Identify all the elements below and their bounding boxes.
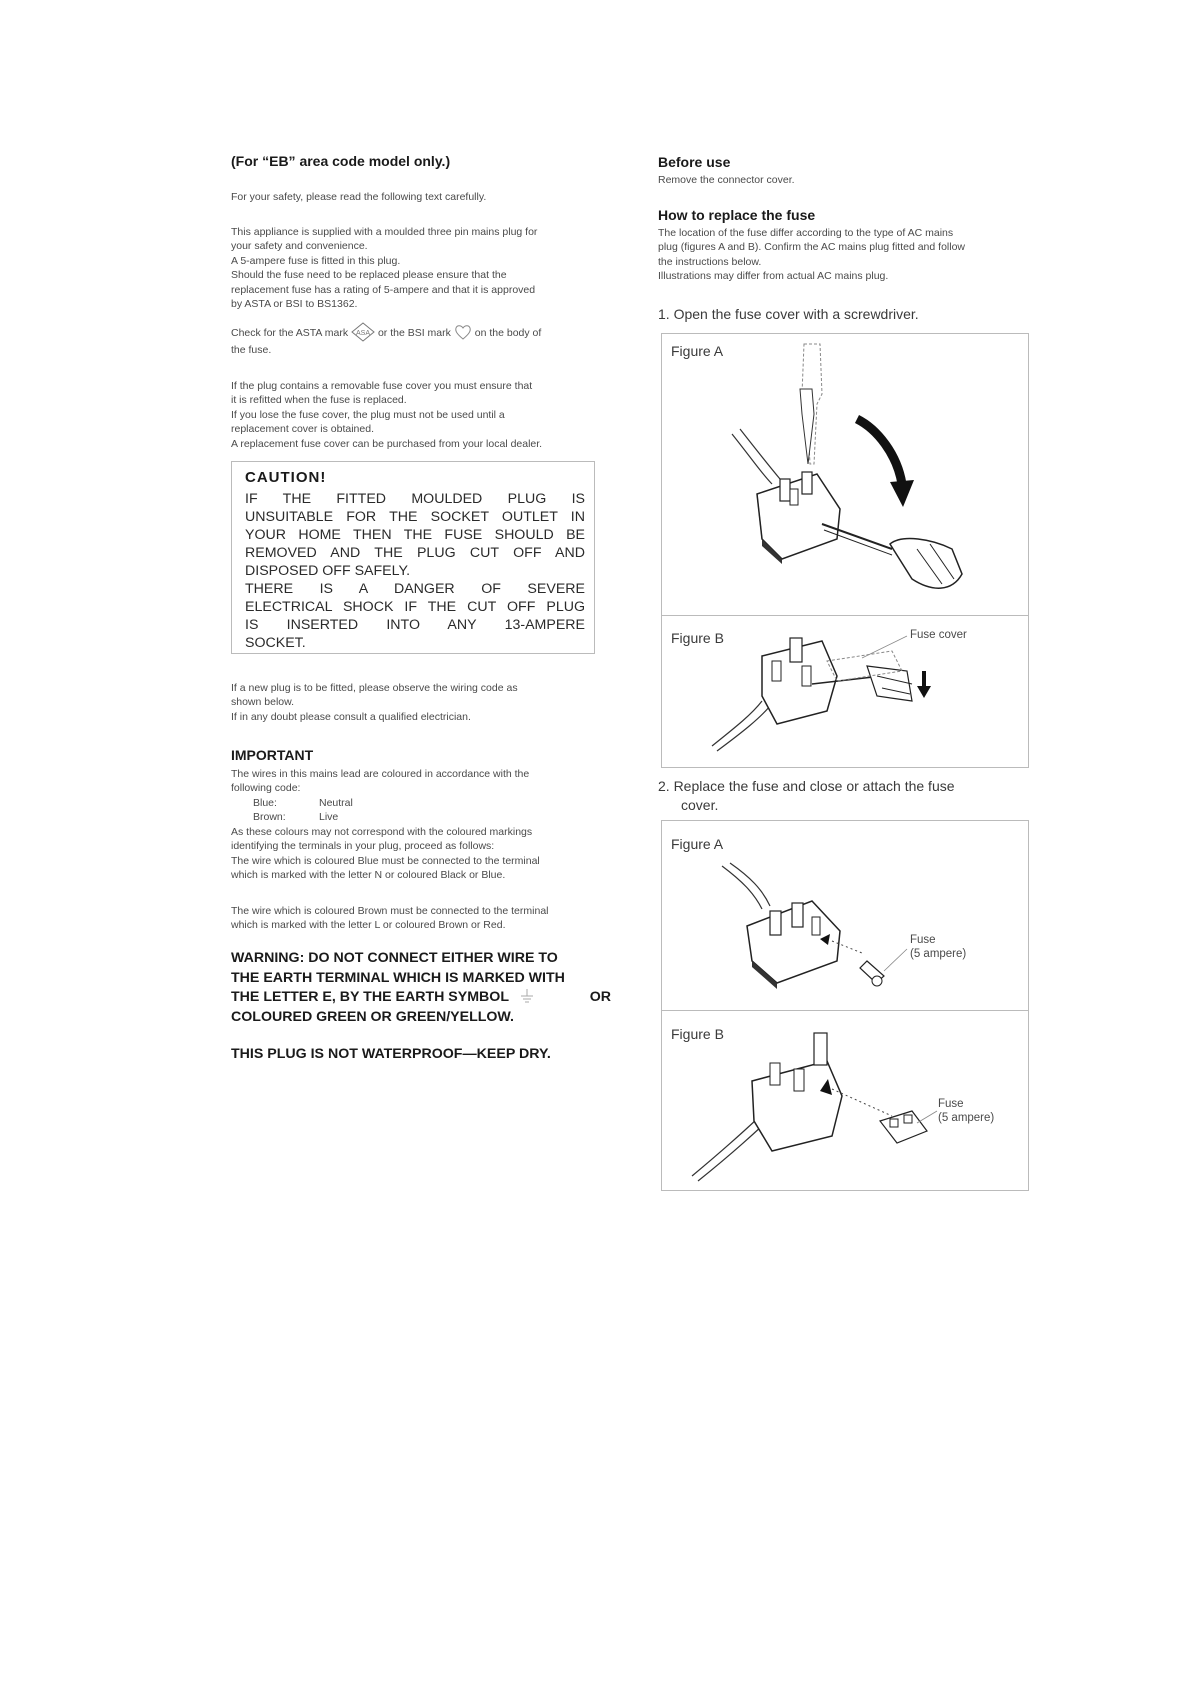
text-line: A 5-ampere fuse is fitted in this plug.: [231, 254, 401, 267]
caution-box: [231, 461, 595, 654]
caution-line: REMOVED AND THE PLUG CUT OFF AND: [245, 545, 585, 561]
check-text: or the BSI mark: [377, 327, 451, 339]
replace-fuse-paragraph: [658, 226, 1028, 284]
text-line: Illustrations may differ from actual AC mains plug.: [658, 270, 889, 283]
text-line: This appliance is supplied with a moulded three pin mains plug for: [231, 226, 538, 238]
text-line: If the plug contains a removable fuse cover you must ensure that: [231, 380, 533, 392]
step-2-line: cover.: [681, 797, 719, 813]
plug-open-screwdriver-illustration: [662, 334, 1030, 616]
wire-colour: Blue:: [253, 797, 277, 809]
text-line: The wire which is coloured Brown must be connected to the terminal: [231, 905, 549, 917]
plug-insert-fuse-illustration: [662, 821, 1030, 1011]
caution-line: THERE IS A DANGER OF SEVERE: [245, 581, 585, 597]
important-heading: IMPORTANT: [231, 747, 314, 763]
terminal-blue-paragraph: [231, 825, 607, 883]
caution-line: ELECTRICAL SHOCK IF THE CUT OFF PLUG: [245, 599, 585, 615]
text-line: replacement fuse has a rating of 5-ampere and that it is approved: [231, 283, 536, 296]
callout-line: Fuse: [910, 934, 936, 946]
text-line: The wires in this mains lead are coloured in accordance with the: [231, 768, 530, 780]
warning-line: [231, 988, 611, 1008]
figure-label: Figure A: [671, 836, 724, 852]
caution-line: UNSUITABLE FOR THE SOCKET OUTLET IN: [245, 509, 585, 525]
wire-meaning: Neutral: [319, 797, 353, 809]
waterproof-notice: THIS PLUG IS NOT WATERPROOF—KEEP DRY.: [231, 1046, 551, 1062]
fuse-cover-callout: Fuse cover: [910, 629, 967, 641]
text-line: The location of the fuse differ according to the type of AC mains: [658, 227, 954, 239]
text-line: by ASTA or BSI to BS1362.: [231, 298, 358, 311]
text-line: If in any doubt please consult a qualified electrician.: [231, 710, 471, 723]
text-line: shown below.: [231, 696, 295, 709]
text-line: following code:: [231, 782, 301, 795]
text-line: A replacement fuse cover can be purchased from your local dealer.: [231, 437, 543, 450]
figure-1b: [661, 615, 1029, 768]
callout-line: (5 ampere): [910, 948, 967, 960]
callout-line: (5 ampere): [938, 1112, 995, 1124]
wire-code-row: [231, 796, 353, 810]
warning-line: THE EARTH TERMINAL WHICH IS MARKED WITH: [231, 969, 565, 986]
wire-code-table: [231, 796, 353, 825]
earth-warning: [231, 949, 611, 1027]
text-line: If a new plug is to be fitted, please observe the wiring code as: [231, 682, 518, 694]
warning-line: WARNING: DO NOT CONNECT EITHER WIRE TO: [231, 950, 558, 966]
callout-line: Fuse: [938, 1098, 964, 1110]
text-line: As these colours may not correspond with the coloured markings: [231, 826, 533, 838]
step-2-line: 2. Replace the fuse and close or attach the fuse: [658, 778, 955, 794]
text-line: which is marked with the letter L or coloured Brown or Red.: [231, 919, 506, 932]
text-line: it is refitted when the fuse is replaced.: [231, 394, 407, 407]
safety-intro: For your safety, please read the following text carefully.: [231, 191, 487, 203]
terminal-brown-paragraph: [231, 904, 607, 933]
caution-title: CAUTION!: [245, 469, 327, 486]
svg-text:ASA: ASA: [356, 330, 371, 337]
text-line: identifying the terminals in your plug, proceed as follows:: [231, 840, 495, 853]
caution-line: SOCKET.: [245, 635, 306, 651]
figure-2b: [661, 1010, 1029, 1191]
wire-code-row: [231, 810, 353, 824]
warning-text: THE LETTER E, BY THE EARTH SYMBOL: [231, 989, 509, 1005]
fuse-cover-paragraph: [231, 379, 617, 451]
figure-1a: [661, 333, 1029, 615]
text-line: the instructions below.: [658, 255, 762, 268]
caution-line: YOUR HOME THEN THE FUSE SHOULD BE: [245, 527, 585, 543]
earth-symbol-icon: [519, 989, 535, 1003]
text-line: If you lose the fuse cover, the plug must not be used until a: [231, 408, 505, 421]
figure-label: Figure B: [671, 630, 724, 646]
check-text: Check for the ASTA mark: [231, 327, 349, 339]
check-text-continued: the fuse.: [231, 344, 272, 356]
eb-model-heading: (For “EB” area code model only.): [231, 153, 451, 169]
caution-line: IF THE FITTED MOULDED PLUG IS: [245, 491, 585, 507]
figure-2a: [661, 820, 1029, 1010]
text-line: replacement cover is obtained.: [231, 423, 374, 436]
bsi-kitemark-icon: [454, 323, 472, 341]
check-marks-line: [231, 322, 617, 342]
warning-line: COLOURED GREEN OR GREEN/YELLOW.: [231, 1008, 514, 1025]
asta-mark-icon: [351, 322, 375, 342]
text-line: which is marked with the letter N or coloured Black or Blue.: [231, 869, 506, 882]
step-2: [658, 777, 955, 815]
caution-line: DISPOSED OFF SAFELY.: [245, 563, 411, 579]
plug-fuse-cover-illustration: [662, 616, 1030, 769]
check-text: on the body of: [474, 327, 542, 339]
figure-label: Figure B: [671, 1026, 724, 1042]
figure-label: Figure A: [671, 343, 724, 359]
caution-text: [245, 490, 585, 652]
new-plug-paragraph: [231, 681, 607, 724]
step-1: 1. Open the fuse cover with a screwdriver.: [658, 306, 919, 322]
replace-fuse-heading: How to replace the fuse: [658, 207, 816, 223]
fuse-rating-paragraph: [231, 225, 617, 311]
text-line: The wire which is coloured Blue must be connected to the terminal: [231, 854, 540, 867]
text-line: plug (figures A and B). Confirm the AC mains plug fitted and follow: [658, 241, 965, 254]
plug-fuse-carrier-illustration: [662, 1011, 1030, 1192]
important-paragraph: [231, 767, 607, 796]
before-use-heading: Before use: [658, 154, 731, 170]
text-line: Should the fuse need to be replaced please ensure that the: [231, 269, 507, 282]
warning-or: OR: [589, 989, 611, 1005]
wire-meaning: Live: [319, 811, 339, 824]
text-line: your safety and convenience.: [231, 240, 368, 253]
before-use-text: Remove the connector cover.: [658, 174, 795, 186]
wire-colour: Brown:: [253, 811, 286, 824]
caution-line: IS INSERTED INTO ANY 13-AMPERE: [245, 617, 585, 633]
